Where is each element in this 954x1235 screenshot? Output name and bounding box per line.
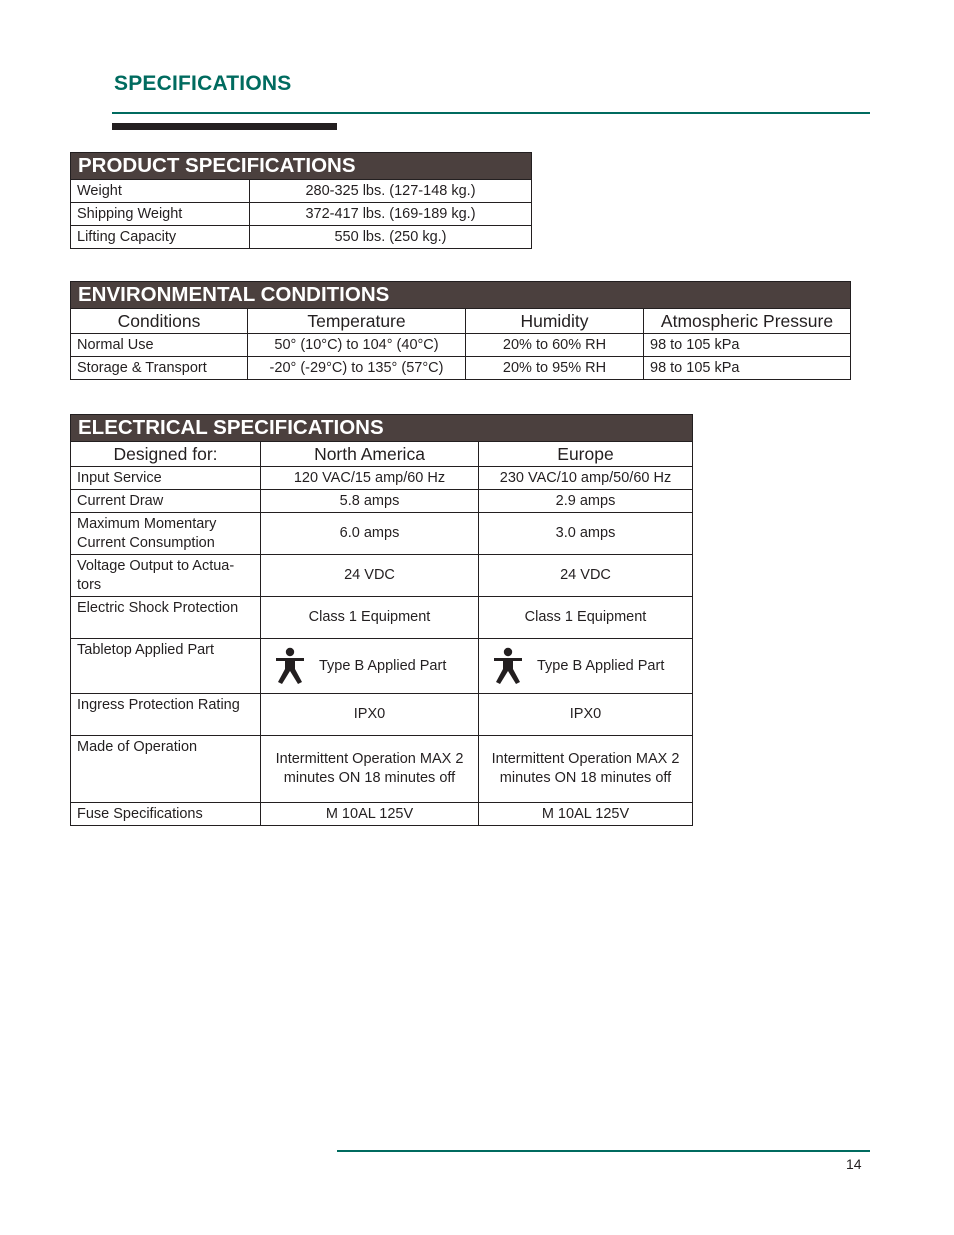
column-header: Designed for:: [71, 442, 261, 467]
table-row: [71, 513, 693, 555]
cell-pressure: 98 to 105 kPa: [644, 357, 851, 380]
page-number: 14: [846, 1156, 862, 1172]
table-row: [71, 490, 693, 513]
row-label: Shipping Weight: [71, 203, 250, 226]
cell-north-america: M 10AL 125V: [261, 803, 479, 826]
row-value: 372-417 lbs. (169-189 kg.): [250, 203, 532, 226]
cell-north-america: 24 VDC: [261, 555, 479, 597]
electrical-specifications-table: [70, 414, 693, 826]
row-label: Ingress Protection Rating: [71, 694, 261, 736]
cell-europe: Intermittent Operation MAX 2 minutes ON 18 minutes off: [479, 736, 693, 803]
row-label: Input Service: [71, 467, 261, 490]
cell-humidity: 20% to 60% RH: [466, 334, 644, 357]
column-header: Humidity: [466, 309, 644, 334]
cell-temperature: 50° (10°C) to 104° (40°C): [248, 334, 466, 357]
type-b-applied-part-icon: [273, 647, 307, 685]
column-header: Conditions: [71, 309, 248, 334]
table-row: [71, 357, 851, 380]
table-row: [71, 226, 532, 249]
row-value: 550 lbs. (250 kg.): [250, 226, 532, 249]
cell-north-america: Class 1 Equipment: [261, 597, 479, 639]
column-header-row: [71, 309, 851, 334]
row-label: Weight: [71, 180, 250, 203]
row-label: Normal Use: [71, 334, 248, 357]
row-label: Tabletop Applied Part: [71, 639, 261, 694]
column-header: Atmospheric Pressure: [644, 309, 851, 334]
cell-north-america: [261, 639, 479, 694]
cell-temperature: -20° (-29°C) to 135° (57°C): [248, 357, 466, 380]
cell-north-america: 120 VAC/15 amp/60 Hz: [261, 467, 479, 490]
environmental-conditions-table: [70, 281, 851, 380]
cell-europe: M 10AL 125V: [479, 803, 693, 826]
table-title: PRODUCT SPECIFICATIONS: [71, 153, 532, 180]
cell-europe: 3.0 amps: [479, 513, 693, 555]
table-row: [71, 203, 532, 226]
cell-europe: Class 1 Equipment: [479, 597, 693, 639]
row-label: Made of Operation: [71, 736, 261, 803]
page-title: SPECIFICATIONS: [114, 72, 292, 95]
row-label: Storage & Transport: [71, 357, 248, 380]
table-title: ELECTRICAL SPECIFICATIONS: [71, 415, 693, 442]
product-specifications-table: [70, 152, 532, 249]
column-header: North America: [261, 442, 479, 467]
column-header-row: [71, 442, 693, 467]
table-row: [71, 736, 693, 803]
cell-europe: [479, 639, 693, 694]
header-rule: [112, 112, 870, 114]
row-label: Lifting Capacity: [71, 226, 250, 249]
table-title: ENVIRONMENTAL CONDITIONS: [71, 282, 851, 309]
cell-north-america: 6.0 amps: [261, 513, 479, 555]
column-header: Europe: [479, 442, 693, 467]
cell-europe: 2.9 amps: [479, 490, 693, 513]
cell-north-america: 5.8 amps: [261, 490, 479, 513]
table-row: [71, 803, 693, 826]
type-b-applied-part-icon: [491, 647, 525, 685]
table-row: [71, 334, 851, 357]
cell-europe: 230 VAC/10 amp/50/60 Hz: [479, 467, 693, 490]
column-header: Temperature: [248, 309, 466, 334]
header-accent-bar: [112, 123, 337, 130]
table-row: [71, 180, 532, 203]
table-row: [71, 597, 693, 639]
row-label: Voltage Output to Actua-tors: [71, 555, 261, 597]
cell-humidity: 20% to 95% RH: [466, 357, 644, 380]
cell-europe: IPX0: [479, 694, 693, 736]
row-label: Fuse Specifications: [71, 803, 261, 826]
applied-part-label: Type B Applied Part: [537, 657, 665, 674]
cell-north-america: Intermittent Operation MAX 2 minutes ON 18 minutes off: [261, 736, 479, 803]
cell-europe: 24 VDC: [479, 555, 693, 597]
applied-part-label: Type B Applied Part: [319, 657, 447, 674]
table-row: [71, 467, 693, 490]
table-row: [71, 555, 693, 597]
cell-pressure: 98 to 105 kPa: [644, 334, 851, 357]
table-row: [71, 639, 693, 694]
cell-north-america: IPX0: [261, 694, 479, 736]
row-value: 280-325 lbs. (127-148 kg.): [250, 180, 532, 203]
row-label: Current Draw: [71, 490, 261, 513]
row-label: Electric Shock Protection: [71, 597, 261, 639]
footer-rule: [337, 1150, 870, 1152]
row-label: Maximum Momentary Current Consumption: [71, 513, 261, 555]
table-row: [71, 694, 693, 736]
